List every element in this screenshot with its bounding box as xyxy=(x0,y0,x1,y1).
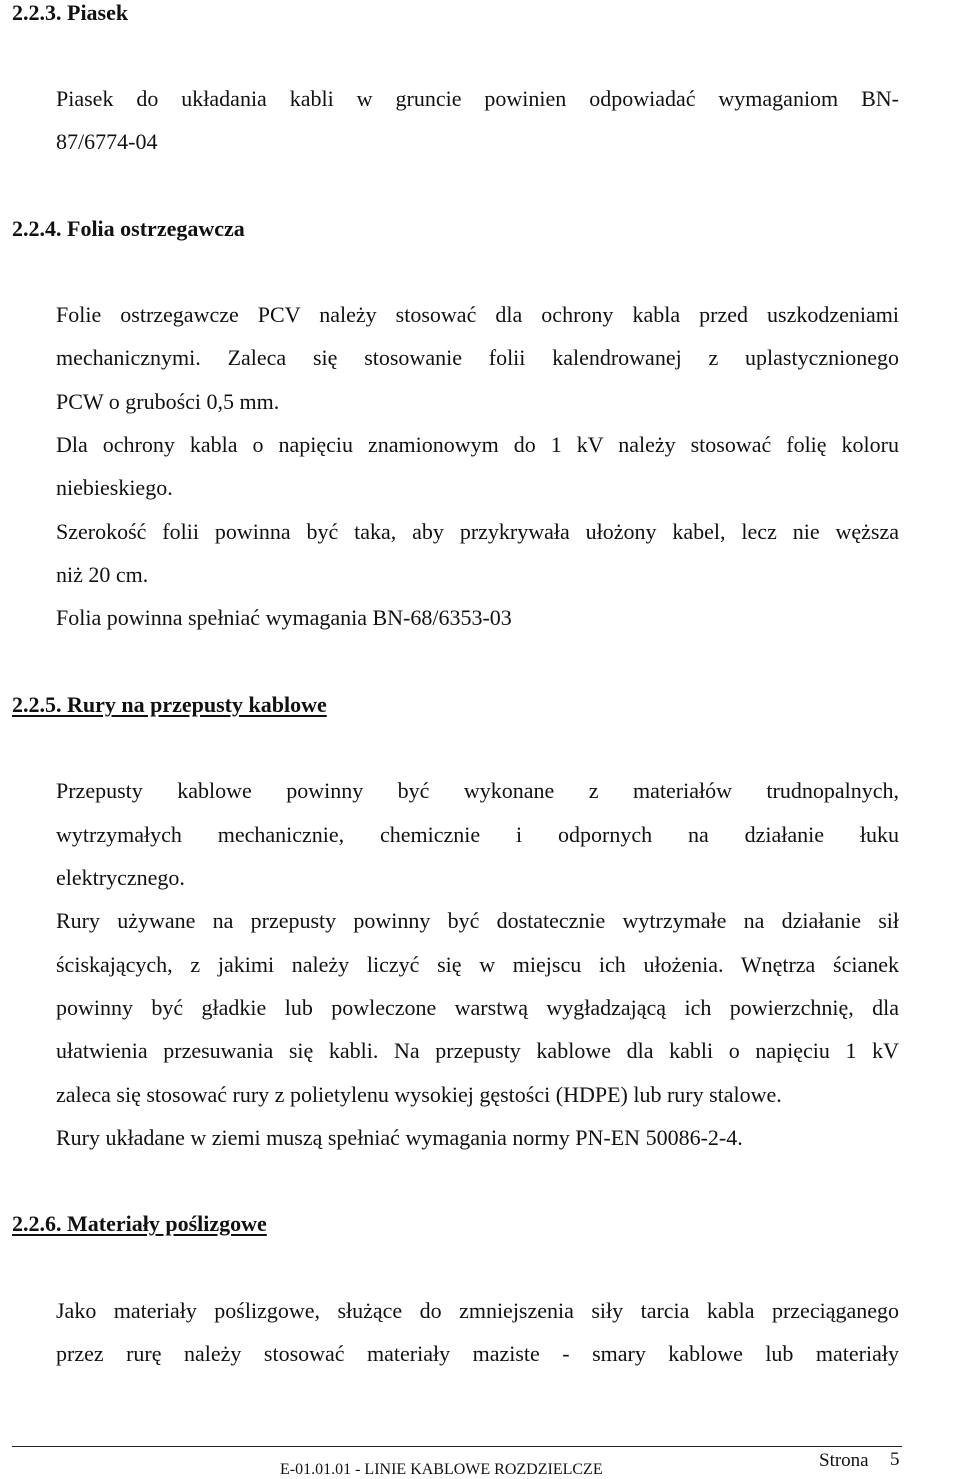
section-heading-folia: 2.2.4. Folia ostrzegawcza xyxy=(12,216,245,241)
paragraph-line: zaleca się stosować rury z polietylenu wysokiej gęstości (HDPE) lub rury stalowe. xyxy=(56,1082,782,1107)
footer-page-number: 5 xyxy=(890,1449,900,1470)
paragraph-line: niebieskiego. xyxy=(56,475,173,500)
paragraph-line: Folie ostrzegawcze PCV należy stosować dla ochrony kabla przed uszkodzeniami xyxy=(56,302,899,327)
paragraph-line: Przepusty kablowe powinny być wykonane z materiałów trudnopalnych, xyxy=(56,778,899,803)
footer-document-title: E-01.01.01 - LINIE KABLOWE ROZDZIELCZE xyxy=(280,1461,603,1478)
section-heading-rury: 2.2.5. Rury na przepusty kablowe xyxy=(12,692,327,717)
paragraph-line: Dla ochrony kabla o napięciu znamionowym do 1 kV należy stosować folię koloru xyxy=(56,432,899,457)
paragraph-line: niż 20 cm. xyxy=(56,562,149,587)
paragraph-line: wytrzymałych mechanicznie, chemicznie i odpornych na działanie łuku xyxy=(56,822,899,847)
footer-divider xyxy=(12,1446,902,1447)
paragraph-line: Piasek do układania kabli w gruncie powinien odpowiadać wymaganiom BN- xyxy=(56,86,899,111)
paragraph-line: przez rurę należy stosować materiały maziste - smary kablowe lub materiały xyxy=(56,1341,899,1366)
paragraph-line: Folia powinna spełniać wymagania BN-68/6353-03 xyxy=(56,605,512,630)
paragraph-line: Rury układane w ziemi muszą spełniać wymagania normy PN-EN 50086-2-4. xyxy=(56,1125,743,1150)
paragraph-line: mechanicznymi. Zaleca się stosowanie folii kalendrowanej z uplastycznionego xyxy=(56,345,899,370)
paragraph-line: PCW o grubości 0,5 mm. xyxy=(56,389,280,414)
paragraph-line: ułatwienia przesuwania się kabli. Na przepusty kablowe dla kabli o napięciu 1 kV xyxy=(56,1038,899,1063)
paragraph-line: ściskających, z jakimi należy liczyć się w miejscu ich ułożenia. Wnętrza ścianek xyxy=(56,952,899,977)
paragraph-line: Szerokość folii powinna być taka, aby przykrywała ułożony kabel, lecz nie węższa xyxy=(56,519,899,544)
section-heading-piasek: 2.2.3. Piasek xyxy=(12,0,129,25)
paragraph-line: Rury używane na przepusty powinny być dostatecznie wytrzymałe na działanie sił xyxy=(56,908,899,933)
section-heading-materialy: 2.2.6. Materiały poślizgowe xyxy=(12,1211,267,1236)
paragraph-line: elektrycznego. xyxy=(56,865,185,890)
paragraph-line: powinny być gładkie lub powleczone warstwą wygładzającą ich powierzchnię, dla xyxy=(56,995,899,1020)
paragraph-line: Jako materiały poślizgowe, służące do zmniejszenia siły tarcia kabla przeciąganego xyxy=(56,1298,899,1323)
paragraph-line: 87/6774-04 xyxy=(56,129,158,154)
footer-page-label: Strona xyxy=(819,1450,869,1471)
